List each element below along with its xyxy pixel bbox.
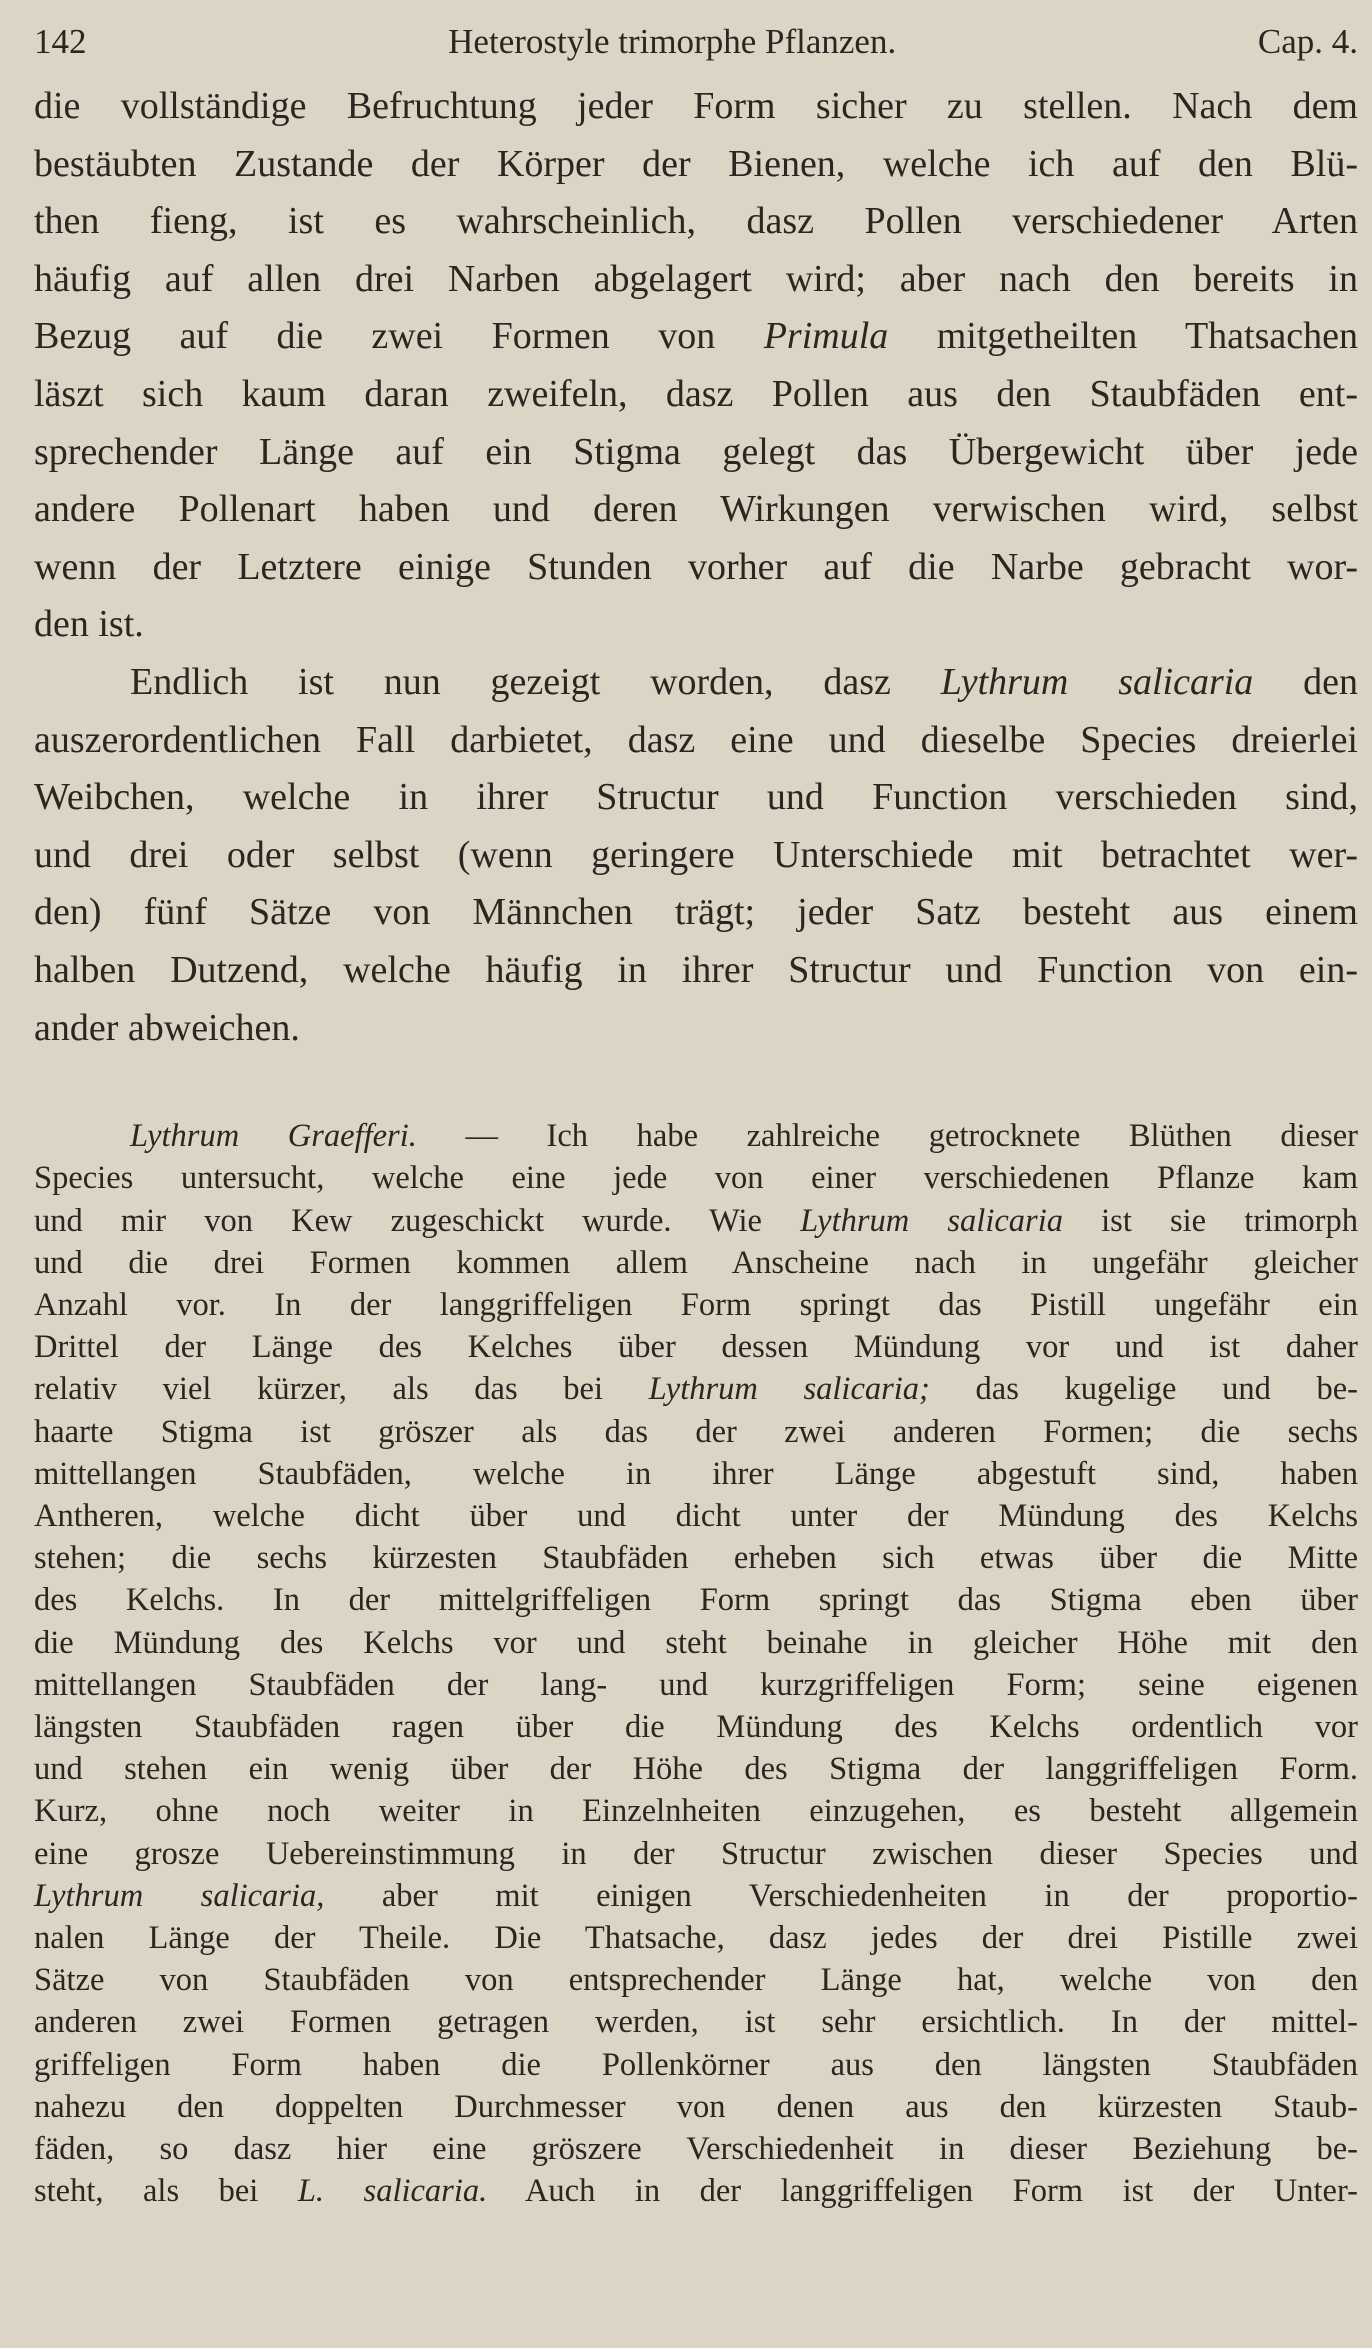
- text-line: anderen zwei Formen getragen werden, ist sehr ersichtlich. In der mittel-: [34, 2004, 1358, 2041]
- text-segment: Bezug auf die zwei Formen von: [34, 315, 764, 358]
- text-line: stehen; die sechs kürzesten Staubfäden erheben sich etwas über die Mitte: [34, 1540, 1358, 1577]
- italic-term: Lythrum salicaria;: [648, 1371, 930, 1408]
- text-line: mittellangen Staubfäden, welche in ihrer Länge abgestuft sind, haben: [34, 1455, 1358, 1492]
- italic-term: Lythrum salicaria: [800, 1202, 1063, 1239]
- text-line: auszerordentlichen Fall darbietet, dasz eine und dieselbe Species dreierlei: [34, 718, 1358, 761]
- text-line: [34, 1875, 1358, 1917]
- text-segment: relativ viel kürzer, als das bei: [34, 1371, 649, 1408]
- text-line: mittellangen Staubfäden der lang- und kurzgriffeligen Form; seine eigenen: [34, 1666, 1358, 1703]
- running-title: Heterostyle trimorphe Pflanzen.: [448, 22, 897, 61]
- italic-term: Lythrum salicaria: [940, 660, 1254, 703]
- text-line: andere Pollenart haben und deren Wirkungen verwischen wird, selbst: [34, 488, 1358, 531]
- text-line: nalen Länge der Theile. Die Thatsache, dasz jedes der drei Pistille zwei: [34, 1919, 1358, 1956]
- italic-term: Lythrum Graefferi.: [130, 1118, 417, 1155]
- text-line: [34, 308, 1358, 366]
- text-line: häufig auf allen drei Narben abgelagert wird; aber nach den bereits in: [34, 257, 1358, 300]
- text-line: längsten Staubfäden ragen über die Mündung des Kelchs ordentlich vor: [34, 1708, 1358, 1745]
- text-line: Drittel der Länge des Kelches über dessen Mündung vor und ist daher: [34, 1329, 1358, 1366]
- page-number: 142: [34, 22, 87, 61]
- text-segment: aber mit einigen Verschiedenheiten in der proportio-: [324, 1877, 1358, 1914]
- text-line: ander abweichen.: [34, 1006, 300, 1049]
- text-line: läszt sich kaum daran zweifeln, dasz Pollen aus den Staubfäden ent-: [34, 372, 1358, 415]
- text-line: Anzahl vor. In der langgriffeligen Form springt das Pistill ungefähr ein: [34, 1286, 1358, 1323]
- text-line: nahezu den doppelten Durchmesser von denen aus den kürzesten Staub-: [34, 2088, 1358, 2125]
- italic-term: Lythrum salicaria,: [34, 1877, 325, 1914]
- text-line: halben Dutzend, welche häufig in ihrer Structur und Function von ein-: [34, 948, 1358, 991]
- paragraph-2: [34, 654, 1358, 1057]
- text-line: Species untersucht, welche eine jede von einer verschiedenen Pflanze kam: [34, 1160, 1358, 1197]
- text-line: haarte Stigma ist gröszer als das der zwei anderen Formen; die sechs: [34, 1413, 1358, 1450]
- text-segment: mitgetheilten Thatsachen: [888, 315, 1358, 358]
- text-segment: ist sie trimorph: [1062, 1202, 1358, 1239]
- chapter-label: Cap. 4.: [1257, 22, 1358, 61]
- text-line: fäden, so dasz hier eine gröszere Verschiedenheit in dieser Beziehung be-: [34, 2130, 1358, 2167]
- text-line: des Kelchs. In der mittelgriffeligen Form springt das Stigma eben über: [34, 1582, 1358, 1619]
- section-gap: [34, 1057, 1358, 1115]
- running-head: [34, 18, 1358, 78]
- text-line: [34, 2170, 1358, 2212]
- text-segment: Endlich ist nun gezeigt worden, dasz: [130, 660, 941, 703]
- main-text: [34, 78, 1358, 1057]
- text-segment: steht, als bei: [34, 2173, 298, 2210]
- text-line: Kurz, ohne noch weiter in Einzelnheiten einzugehen, es besteht allgemein: [34, 1793, 1358, 1830]
- text-segment: Auch in der langgriffeligen Form ist der Unter-: [487, 2173, 1358, 2210]
- italic-term: Primula: [763, 315, 889, 358]
- text-line: den ist.: [34, 603, 144, 646]
- text-line: und drei oder selbst (wenn geringere Unterschiede mit betrachtet wer-: [34, 833, 1358, 876]
- text-segment: den: [1253, 660, 1358, 703]
- text-segment: — Ich habe zahlreiche getrocknete Blüthen dieser: [416, 1118, 1358, 1155]
- text-line: then fieng, ist es wahrscheinlich, dasz Pollen verschiedener Arten: [34, 200, 1358, 243]
- text-line: wenn der Letztere einige Stunden vorher auf die Narbe gebracht wor-: [34, 545, 1358, 588]
- text-line: [34, 1200, 1358, 1242]
- text-line: sprechender Länge auf ein Stigma gelegt das Übergewicht über jede: [34, 430, 1358, 473]
- text-line: Sätze von Staubfäden von entsprechender Länge hat, welche von den: [34, 1962, 1358, 1999]
- text-line: griffeligen Form haben die Pollenkörner aus den längsten Staubfäden: [34, 2046, 1358, 2083]
- paragraph-1: [34, 78, 1358, 654]
- text-segment: und mir von Kew zugeschickt wurde. Wie: [34, 1202, 801, 1239]
- small-print-note: [34, 1115, 1358, 2212]
- text-line: [34, 654, 1358, 712]
- text-line: und stehen ein wenig über der Höhe des Stigma der langgriffeligen Form.: [34, 1751, 1358, 1788]
- text-line: die vollständige Befruchtung jeder Form sicher zu stellen. Nach dem: [34, 85, 1358, 127]
- text-line: den) fünf Sätze von Männchen trägt; jeder Satz besteht aus einem: [34, 891, 1358, 934]
- text-line: Weibchen, welche in ihrer Structur und Function verschieden sind,: [34, 776, 1358, 819]
- text-line: eine grosze Uebereinstimmung in der Structur zwischen dieser Species und: [34, 1835, 1358, 1872]
- text-line: Antheren, welche dicht über und dicht unter der Mündung des Kelchs: [34, 1497, 1358, 1534]
- text-line: [34, 1368, 1358, 1410]
- text-line: [34, 1115, 1358, 1157]
- italic-term: L. salicaria.: [297, 2173, 488, 2210]
- text-line: bestäubten Zustande der Körper der Bienen, welche ich auf den Blü-: [34, 142, 1358, 185]
- text-segment: das kugelige und be-: [929, 1371, 1359, 1408]
- text-line: die Mündung des Kelchs vor und steht beinahe in gleicher Höhe mit den: [34, 1624, 1358, 1661]
- text-line: und die drei Formen kommen allem Anscheine nach in ungefähr gleicher: [34, 1244, 1358, 1281]
